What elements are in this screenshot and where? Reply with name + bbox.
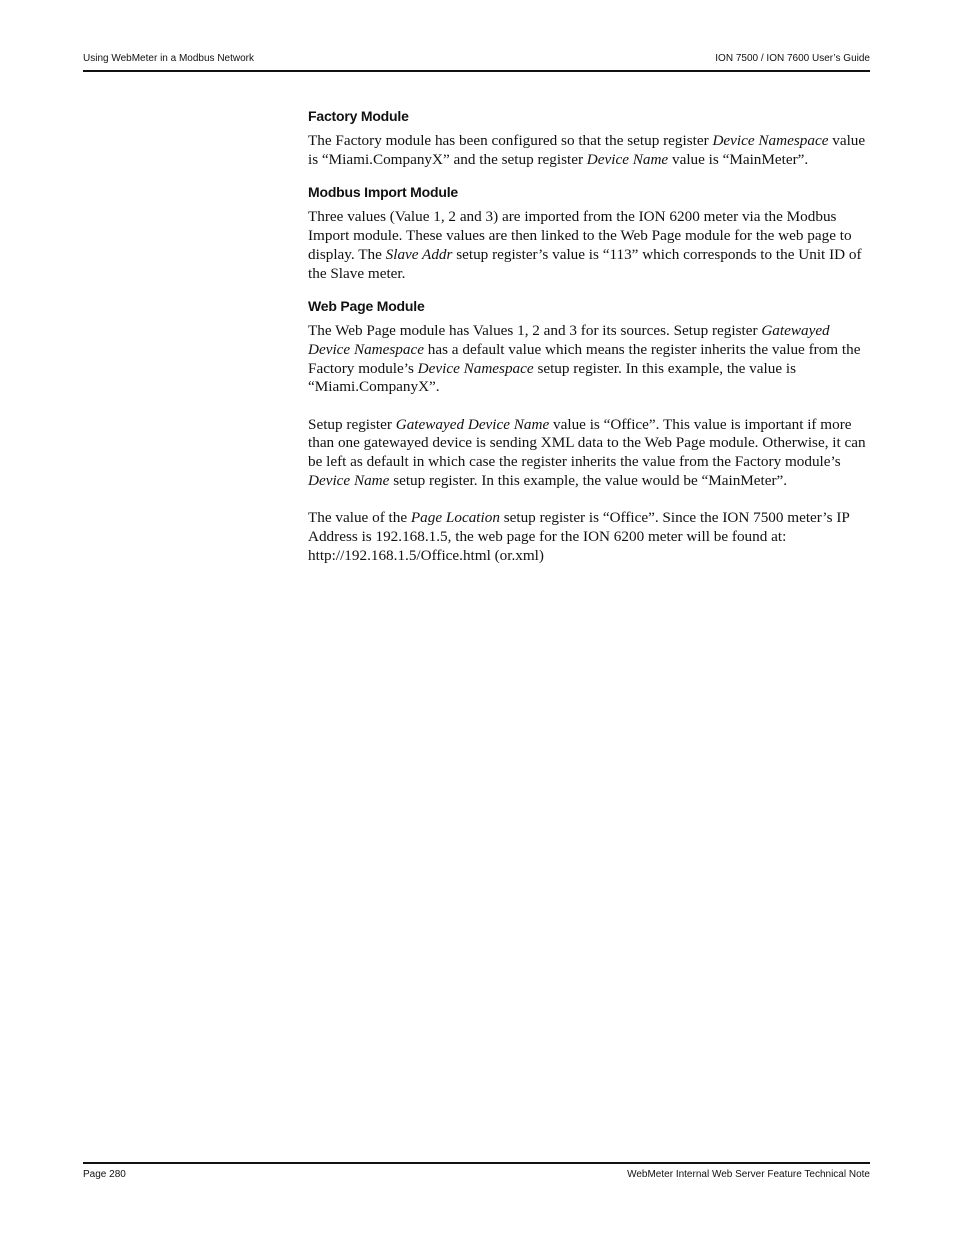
text-run: has a default value which means the register inherits the value from the Factory module’s [308, 340, 861, 377]
factory-module-heading: Factory Module [308, 108, 409, 124]
main-content [308, 107, 870, 579]
text-run: setup register. In this example, the value is “Miami.CompanyX”. [308, 359, 796, 396]
text-run: setup register. In this example, the value would be “MainMeter”. [389, 471, 788, 489]
italic-term: Device Name [308, 471, 390, 489]
italic-term: Gatewayed Device Namespace [308, 322, 830, 358]
modbus-import-section [308, 183, 870, 283]
text-run: The Factory module has been configured so that the setup register [308, 132, 713, 149]
page-header [83, 52, 870, 72]
text-run: Three values (Value 1, 2 and 3) are imported from the ION 6200 meter via the Modbus Import module. These values are then linked to the Web Page module for the web page to display. The [308, 208, 852, 263]
factory-module-paragraph [308, 132, 870, 169]
text-run: value is “Office”. This value is important if more than one gatewayed device is sending XML data to the Web Page module. Otherwise, it can be left as default in which case the register inherits the value from the Factory module’s [308, 415, 866, 471]
italic-term: Device Namespace [417, 359, 534, 377]
web-page-section [308, 297, 870, 565]
modbus-import-heading: Modbus Import Module [308, 184, 458, 201]
header-guide-title: ION 7500 / ION 7600 User’s Guide [715, 53, 870, 64]
web-page-paragraph-3 [308, 509, 870, 565]
text-run: setup register is “Office”. Since the ION 7500 meter’s IP Address is 192.168.1.5, the web page for the ION 6200 meter will be found at: http://192.168.1.5/Office.html (or.xml) [308, 509, 850, 564]
factory-module-section [308, 107, 870, 169]
text-run: setup register’s value is “113” which corresponds to the Unit ID of the Slave meter. [308, 245, 862, 282]
web-page-paragraph-1 [308, 322, 870, 397]
italic-term: Device Name [586, 150, 669, 168]
text-run: The value of the [308, 509, 411, 527]
italic-term: Gatewayed Device Name [395, 415, 550, 433]
text-run: The Web Page module has Values 1, 2 and 3 for its sources. Setup register [308, 322, 762, 340]
page-number: Page 280 [83, 1169, 126, 1180]
web-page-paragraph-2 [308, 416, 870, 491]
page-footer [83, 1162, 870, 1186]
italic-term: Slave Addr [385, 245, 453, 263]
modbus-import-paragraph [308, 208, 870, 283]
text-run: value is “Miami.CompanyX” and the setup register [308, 132, 866, 168]
header-section-title: Using WebMeter in a Modbus Network [83, 53, 254, 64]
text-run: value is “MainMeter”. [668, 150, 809, 168]
web-page-heading: Web Page Module [308, 298, 425, 315]
italic-term: Device Namespace [712, 132, 829, 149]
italic-term: Page Location [410, 509, 500, 527]
footer-doc-title: WebMeter Internal Web Server Feature Technical Note [627, 1169, 870, 1180]
text-run: Setup register [308, 415, 396, 433]
